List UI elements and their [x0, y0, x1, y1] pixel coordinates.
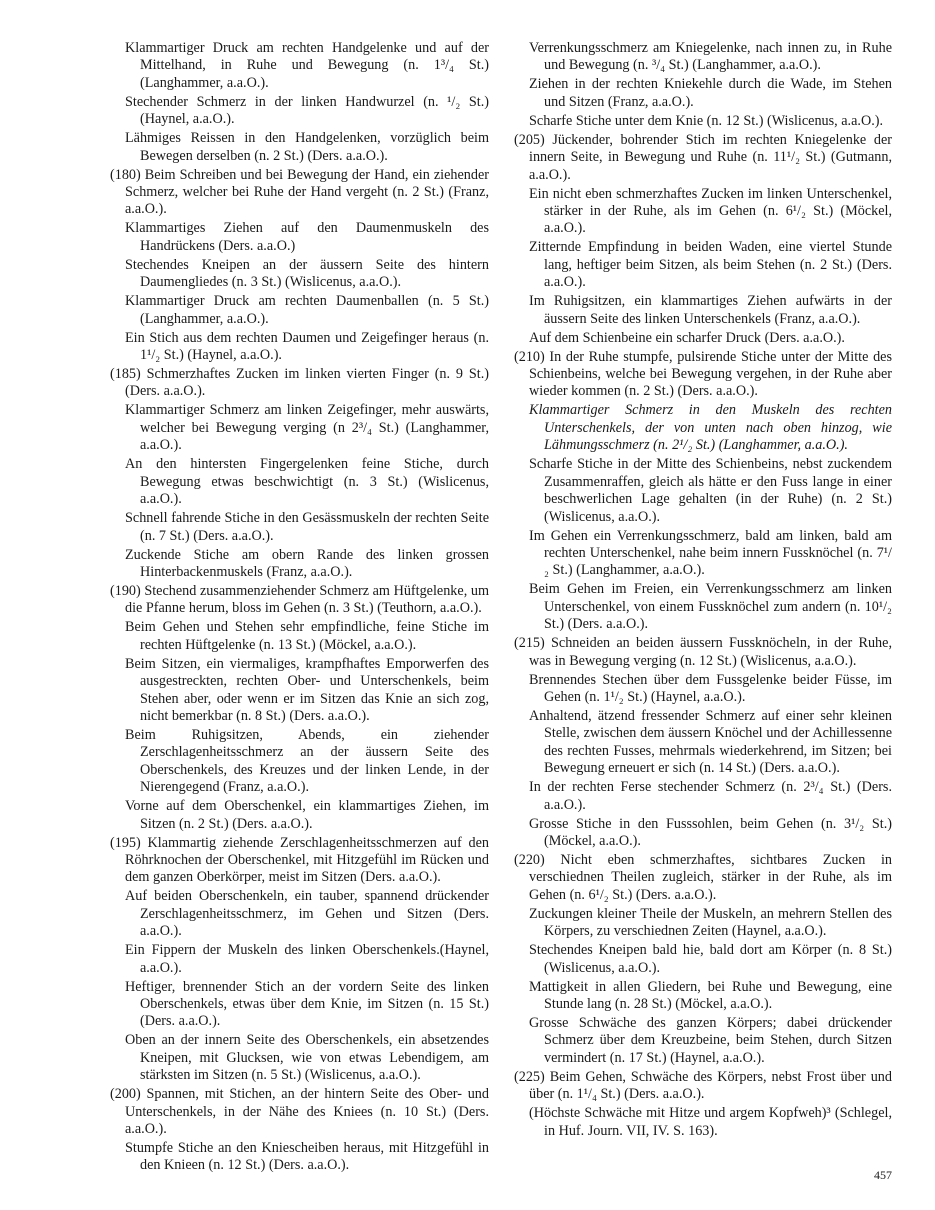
symptom-entry: Brennendes Stechen über dem Fussgelenke beider Füsse, im Gehen (n. 1¹/₂ St.) (Haynel, a.a.O.). — [529, 671, 892, 705]
symptom-entry: (Höchste Schwäche mit Hitze und argem Kopfweh)³ (Schlegel, in Huf. Journ. VII, IV. S. 163). — [529, 1105, 892, 1139]
symptom-entry: Auf beiden Oberschenkeln, ein tauber, spannend drückender Zerschlagenheitsschmerz, im Gehen und Sitzen (Ders. a.a.O.). — [125, 888, 489, 940]
symptom-entry: Beim Gehen und Stehen sehr empfindliche, feine Stiche im rechten Hüftgelenke (n. 13 St.) (Möckel, a.a.O.). — [125, 619, 489, 653]
numbered-symptom-entry: (195) Klammartig ziehende Zerschlagenheitsschmerzen auf den Röhrknochen der Oberschenkel, mit Hitzgefühl im Rücken und dem ganzen Oberkörper, meist im Sitzen (Ders. a.a.O.). — [110, 834, 489, 886]
symptom-entry: Scharfe Stiche unter dem Knie (n. 12 St.) (Wislicenus, a.a.O.). — [529, 112, 884, 129]
left-column — [110, 40, 489, 1176]
symptom-entry: Grosse Stiche in den Fusssohlen, beim Gehen (n. 3¹/₂ St.) (Möckel, a.a.O.). — [529, 815, 892, 849]
symptom-entry: Ziehen in der rechten Kniekehle durch die Wade, im Stehen und Sitzen (Franz, a.a.O.). — [529, 76, 892, 110]
symptom-entry: Vorne auf dem Oberschenkel, ein klammartiges Ziehen, im Sitzen (n. 2 St.) (Ders. a.a.O.). — [125, 798, 489, 832]
symptom-entry: Im Ruhigsitzen, ein klammartiges Ziehen aufwärts in der äussern Seite des linken Unterschenkels (Franz, a.a.O.). — [529, 293, 892, 327]
numbered-symptom-entry: (215) Schneiden an beiden äussern Fussknöcheln, in der Ruhe, was in Bewegung verging (n. 12 St.) (Wislicenus, a.a.O.). — [514, 635, 892, 669]
symptom-entry: Klammartiger Druck am rechten Handgelenke und auf der Mittelhand, in Ruhe und Bewegung (n. 1³/₄ St.) (Langhammer, a.a.O.). — [125, 40, 489, 91]
symptom-entry: Beim Sitzen, ein viermaliges, krampfhaftes Emporwerfen des ausgestreckten, rechten Ober- und Unterschenkels, beim Stehen aber, oder wenn er im Sitzen das Knie an sich zog, nicht bemerkbar (n. 8 St.) (Ders. a.a.O.). — [125, 655, 489, 724]
symptom-entry: Klammartiger Druck am rechten Daumenballen (n. 5 St.) (Langhammer, a.a.O.). — [125, 293, 489, 327]
symptom-entry: Auf dem Schienbeine ein scharfer Druck (Ders. a.a.O.). — [529, 329, 845, 346]
symptom-entry: Verrenkungsschmerz am Kniegelenke, nach innen zu, in Ruhe und Bewegung (n. ³/₄ St.) (Langhammer, a.a.O.). — [529, 40, 892, 74]
symptom-entry: Zuckungen kleiner Theile der Muskeln, an mehrern Stellen des Körpers, zu verschiednen Zeiten (Haynel, a.a.O.). — [529, 905, 892, 940]
page-number: 457 — [874, 1168, 892, 1182]
symptom-entry: Scharfe Stiche in der Mitte des Schienbeins, nebst zuckendem Zusammenraffen, gleich als hätte er den Fuss lange in einer beschwerlichen Lage gehalten (in der Ruhe) (n. 2 St.) (Wislicenus, a.a.O.). — [529, 456, 892, 525]
symptom-entry: Beim Gehen im Freien, ein Verrenkungsschmerz am linken Unterschenkel, von einem Fussknöchel zum andern (n. 10¹/₂ St.) (Ders. a.a.O.). — [529, 581, 892, 633]
numbered-symptom-entry: (205) Jückender, bohrender Stich im rechten Kniegelenke der innern Seite, in Bewegung und Ruhe (n. 11¹/₂ St.) (Gutmann, a.a.O.). — [514, 131, 892, 183]
symptom-entry: Anhaltend, ätzend fressender Schmerz auf einer sehr kleinen Stelle, zwischen dem äussern Knöchel und der Achillessenne des rechten Fusses, mehrmals wiederkehrend, im Sitzen; bei Bewegung erneuert er sich (n. 14 St.) (Ders. a.a.O.). — [529, 707, 892, 777]
right-column — [514, 40, 892, 1142]
symptom-entry: Klammartiger Schmerz in den Muskeln des rechten Unterschenkels, der von unten nach oben hinzog, wie Lähmungsschmerz (n. 2¹/₂ St.) (Langhammer, a.a.O.). — [529, 402, 892, 454]
symptom-entry: In der rechten Ferse stechender Schmerz (n. 2³/₄ St.) (Ders. a.a.O.). — [529, 779, 892, 813]
numbered-symptom-entry: (220) Nicht eben schmerzhaftes, sichtbares Zucken in verschiednen Theilen zugleich, stärker in der Ruhe, als im Gehen (n. 6¹/₂ St.) (Ders. a.a.O.). — [514, 851, 892, 903]
symptom-entry: Grosse Schwäche des ganzen Körpers; dabei drückender Schmerz über dem Kreuzbeine, beim Stehen, durch Sitzen vermindert (n. 17 St.) (Haynel, a.a.O.). — [529, 1015, 892, 1066]
symptom-entry: Mattigkeit in allen Gliedern, bei Ruhe und Bewegung, eine Stunde lang (n. 28 St.) (Möckel, a.a.O.). — [529, 978, 892, 1012]
numbered-symptom-entry: (225) Beim Gehen, Schwäche des Körpers, nebst Frost über und über (n. 1¹/₄ St.) (Ders. a.a.O.). — [514, 1068, 892, 1103]
symptom-entry: Klammartiger Schmerz am linken Zeigefinger, mehr auswärts, welcher bei Bewegung verging (n 2³/₄ St.) (Langhammer, a.a.O.). — [125, 402, 489, 454]
symptom-entry: Ein Stich aus dem rechten Daumen und Zeigefinger heraus (n. 1¹/₂ St.) (Haynel, a.a.O.). — [125, 329, 489, 364]
symptom-entry: Stumpfe Stiche an den Kniescheiben heraus, mit Hitzgefühl in den Knieen (n. 12 St.) (Ders. a.a.O.). — [125, 1140, 489, 1174]
symptom-entry: Klammartiges Ziehen auf den Daumenmuskeln des Handrückens (Ders. a.a.O.) — [125, 220, 489, 254]
symptom-entry: Zitternde Empfindung in beiden Waden, eine viertel Stunde lang, heftiger beim Sitzen, als beim Stehen (n. 2 St.) (Ders. a.a.O.). — [529, 239, 892, 291]
numbered-symptom-entry: (180) Beim Schreiben und bei Bewegung der Hand, ein ziehender Schmerz, welcher bei Ruhe der Hand vergeht (n. 2 St.) (Franz, a.a.O.). — [110, 166, 489, 218]
symptom-entry: Ein Fippern der Muskeln des linken Oberschenkels.(Haynel, a.a.O.). — [125, 942, 489, 976]
symptom-entry: Stechender Schmerz in der linken Handwurzel (n. ¹/₂ St.) (Haynel, a.a.O.). — [125, 93, 489, 128]
symptom-entry: Stechendes Kneipen an der äussern Seite des hintern Daumengliedes (n. 3 St.) (Wislicenus, a.a.O.). — [125, 256, 489, 291]
symptom-entry: Zuckende Stiche am obern Rande des linken grossen Hinterbackenmuskels (Franz, a.a.O.). — [125, 546, 489, 580]
numbered-symptom-entry: (200) Spannen, mit Stichen, an der hintern Seite des Ober- und Unterschenkels, in der Nähe des Kniees (n. 10 St.) (Ders. a.a.O.). — [110, 1086, 489, 1138]
symptom-entry: Heftiger, brennender Stich an der vordern Seite des linken Oberschenkels, etwas über dem Knie, im Sitzen (n. 15 St.) (Ders. a.a.O.). — [125, 978, 489, 1030]
symptom-entry: Ein nicht eben schmerzhaftes Zucken im linken Unterschenkel, stärker in der Ruhe, als im Gehen (n. 6¹/₂ St.) (Möckel, a.a.O.). — [529, 185, 892, 237]
numbered-symptom-entry: (185) Schmerzhaftes Zucken im linken vierten Finger (n. 9 St.) (Ders. a.a.O.). — [110, 366, 489, 400]
symptom-entry: Beim Ruhigsitzen, Abends, ein ziehender Zerschlagenheitsschmerz an der äussern Seite des Oberschenkels, des Kreuzes und der linken Lende, in der Nierengegend (Franz, a.a.O.). — [125, 726, 489, 796]
symptom-entry: Schnell fahrende Stiche in den Gesässmuskeln der rechten Seite (n. 7 St.) (Ders. a.a.O.). — [125, 510, 489, 544]
numbered-symptom-entry: (210) In der Ruhe stumpfe, pulsirende Stiche unter der Mitte des Schienbeins, welche bei Bewegung vergehen, in der Ruhe aber wieder kommen (n. 2 St.) (Ders. a.a.O.). — [514, 348, 892, 400]
symptom-entry: Stechendes Kneipen bald hie, bald dort am Körper (n. 8 St.) (Wislicenus, a.a.O.). — [529, 942, 892, 976]
numbered-symptom-entry: (190) Stechend zusammenziehender Schmerz am Hüftgelenke, um die Pfanne herum, bloss im Gehen (n. 3 St.) (Teuthorn, a.a.O.). — [110, 582, 489, 617]
symptom-entry: An den hintersten Fingergelenken feine Stiche, durch Bewegung etwas beschwichtigt (n. 3 St.) (Wislicenus, a.a.O.). — [125, 456, 489, 508]
symptom-entry: Lähmiges Reissen in den Handgelenken, vorzüglich beim Bewegen derselben (n. 2 St.) (Ders. a.a.O.). — [125, 130, 489, 164]
symptom-entry: Oben an der innern Seite des Oberschenkels, ein absetzendes Kneipen, mit Glucksen, wie von etwas Lebendigem, am stärksten im Sitzen (n. 5 St.) (Wislicenus, a.a.O.). — [125, 1032, 489, 1084]
symptom-entry: Im Gehen ein Verrenkungsschmerz, bald am linken, bald am rechten Unterschenkel, nahe beim innern Fussknöchel (n. 7¹/₂ St.) (Langhammer, a.a.O.). — [529, 527, 892, 579]
